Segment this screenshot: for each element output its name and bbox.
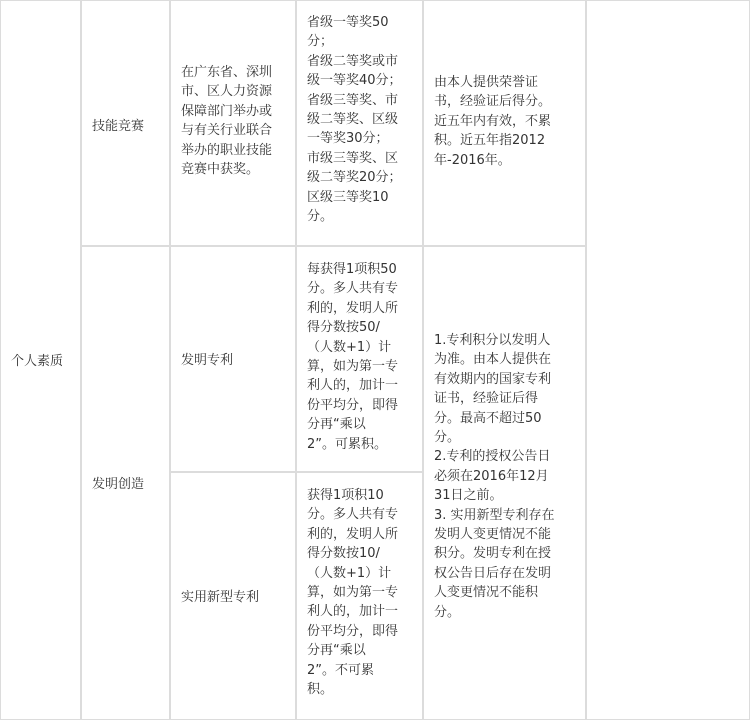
score-cell-utility-patent: [296, 472, 423, 720]
category-cell: [0, 0, 81, 720]
group-label-skill: 技能竞赛: [92, 119, 145, 134]
score-cell-skill: [296, 0, 423, 246]
note-cell-invention: [423, 246, 586, 720]
category-label: 个人素质: [11, 354, 64, 369]
item-cell-invention-patent: [170, 246, 296, 472]
group-cell-skill: [81, 0, 170, 246]
condition-text-skill: 在广东省、深圳 市、区人力资源 保障部门举办或 与有关行业联合 举办的职业技能 竞赛中获奖。: [181, 65, 273, 178]
score-text-utility-patent: 获得1项积10 分。多人共有专 利的，发明人所 得分数按10/ （人数+1）计 算，如为第一专 利人的，加计一 份平均分，即得 分再“乘以 2”。不可累 积。: [307, 488, 399, 698]
item-label-invention-patent: 发明专利: [181, 353, 234, 368]
note-cell-skill: [423, 0, 586, 246]
note-text-invention: 1.专利积分以发明人 为准。由本人提供在 有效期内的国家专利 证书，经验证后得 分。最高不超过50 分。 2.专利的授权公告日 必须在2016年12月 31日之前。 3. 实用新型专利存在 发明人变更情况不能 积分。发明专利在授 权公告日后存在发明 人变更情况不能积 分。: [434, 333, 555, 620]
group-label-invention: 发明创造: [92, 477, 145, 492]
note-text-skill: 由本人提供荣誉证 书，经验证后得分。 近五年内有效，不累 积。近五年指2012 年-2016年。: [434, 75, 552, 168]
empty-column-cell: [586, 0, 750, 720]
score-cell-invention-patent: [296, 246, 423, 472]
score-text-invention-patent: 每获得1项积50 分。多人共有专 利的，发明人所 得分数按50/ （人数+1）计 算，如为第一专 利人的，加计一 份平均分，即得 分再“乘以 2”。可累积。: [307, 262, 399, 452]
item-cell-utility-patent: [170, 472, 296, 720]
item-label-utility-patent: 实用新型专利: [181, 590, 260, 605]
score-text-skill: 省级一等奖50 分； 省级二等奖或市 级一等奖40分； 省级三等奖、市 级二等奖、区级 一等奖30分； 市级三等奖、区 级二等奖20分； 区级三等奖10 分。: [307, 15, 402, 225]
condition-cell-skill: [170, 0, 296, 246]
group-cell-invention: [81, 246, 170, 720]
